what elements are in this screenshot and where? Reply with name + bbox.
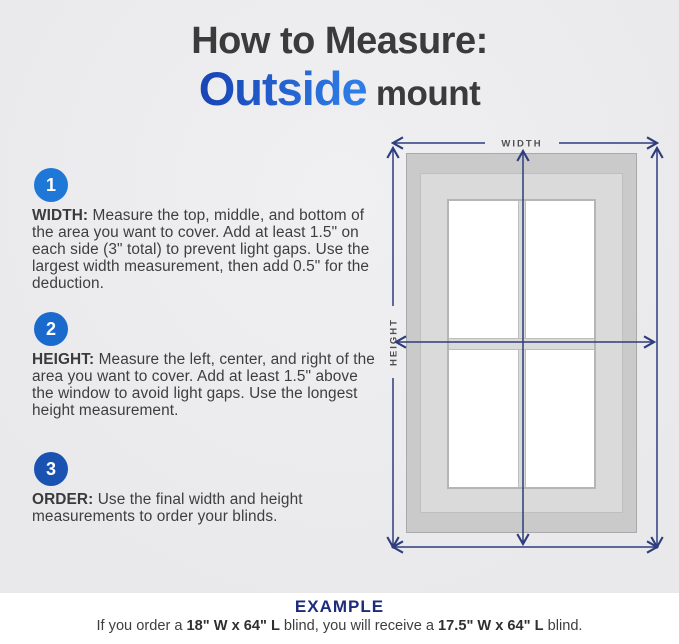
width-label: WIDTH <box>501 138 543 150</box>
step-1-number-badge: 1 <box>34 168 68 202</box>
step-2-text <box>32 351 382 419</box>
step-1-description: Measure the top, middle, and bottom of the area you want to cover. Add at least 1.5" on each side (3" total) to prevent light gaps. Use the largest width measurement, then add 0.5" for the deduction. <box>32 207 370 292</box>
title-line-1: How to Measure: <box>191 20 488 62</box>
window-muntin-horizontal <box>449 338 594 350</box>
example-heading: EXAMPLE <box>294 597 385 616</box>
window-jamb <box>420 173 623 513</box>
step-3-description: Use the final width and height measurements to order your blinds. <box>32 491 303 525</box>
step-2-description: Measure the left, center, and right of the area you want to cover. Add at least 1.5" above the window to avoid light gaps. Use the longest height measurement. <box>32 351 375 419</box>
example-footer <box>0 593 679 644</box>
step-3 <box>32 452 382 525</box>
example-measurement-value: 17.5" W x 64" L <box>438 618 544 634</box>
page-title <box>0 22 679 113</box>
example-text: If you order a <box>96 618 187 634</box>
step-3-number-badge: 3 <box>34 452 68 486</box>
height-label: HEIGHT <box>388 318 400 366</box>
title-highlight-outside: Outside <box>198 61 367 115</box>
step-2-label: HEIGHT: <box>32 351 95 368</box>
example-sentence <box>0 618 679 634</box>
step-2-number-badge: 2 <box>34 312 68 346</box>
example-text: blind. <box>543 618 583 634</box>
example-measurement-value: 18" W x 64" L <box>186 618 280 634</box>
step-2 <box>32 312 382 419</box>
step-1-text <box>32 207 382 292</box>
example-text: blind, you will receive a <box>279 618 439 634</box>
window-glass <box>447 199 596 489</box>
step-3-label: ORDER: <box>32 491 94 508</box>
window-frame <box>406 153 637 533</box>
step-1 <box>32 168 382 292</box>
step-3-text <box>32 491 382 525</box>
step-1-label: WIDTH: <box>32 207 89 224</box>
title-line-2 <box>0 61 679 115</box>
title-suffix-mount: mount <box>366 73 481 113</box>
